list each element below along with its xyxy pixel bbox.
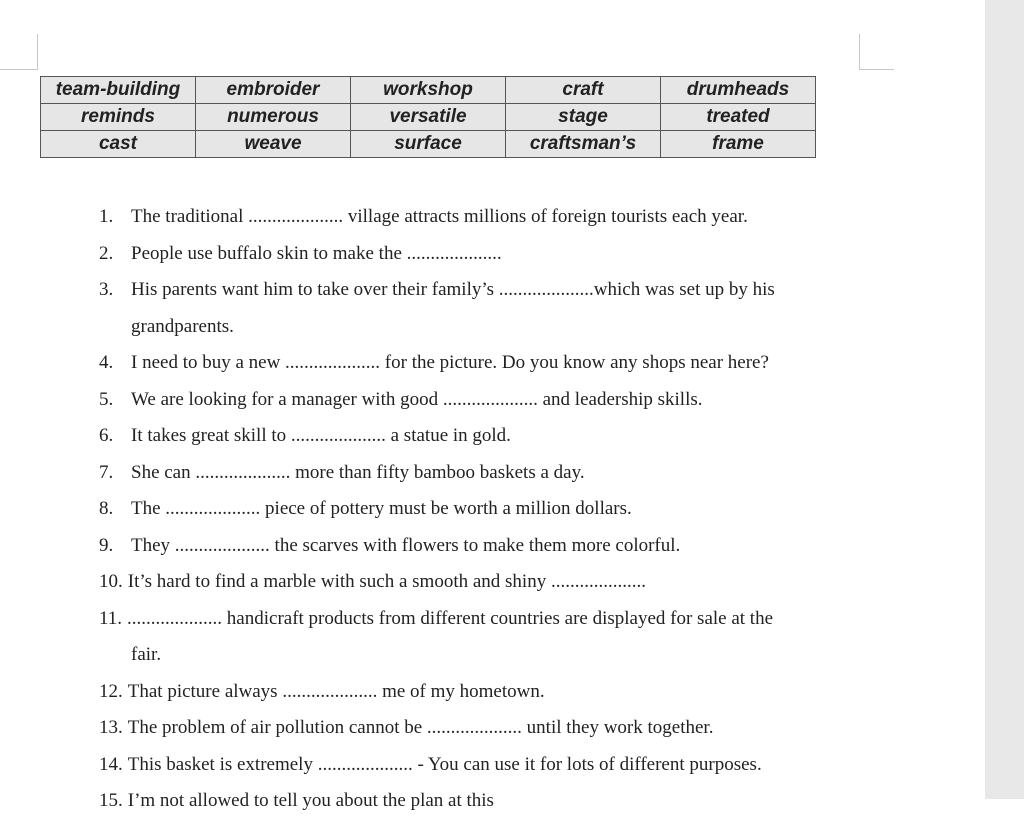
word-box-cell: team-building [41, 77, 196, 104]
question-item [0, 345, 985, 382]
question-text: I’m not allowed to tell you about the plan at this [127, 790, 494, 811]
question-number: 6. [99, 425, 114, 446]
word-box-cell: craftsman’s [506, 131, 661, 158]
question-text: The .................... piece of pottery must be worth a million dollars. [131, 498, 632, 519]
question-item [0, 199, 985, 236]
word-box-cell: surface [351, 131, 506, 158]
word-box-cell: craft [506, 77, 661, 104]
question-text: We are looking for a manager with good .................... and leadership skills. [131, 388, 703, 410]
word-box-table [40, 76, 816, 158]
word-box-cell: stage [506, 104, 661, 131]
question-item [0, 418, 985, 455]
word-box-row [41, 77, 816, 104]
word-box-cell: cast [41, 131, 196, 158]
word-box-cell: reminds [41, 104, 196, 131]
question-text: .................... handicraft products from different countries are displayed for sale at the [127, 607, 774, 629]
question-item [0, 272, 985, 309]
question-text: That picture always .................... me of my hometown. [127, 680, 545, 702]
question-text: It’s hard to find a marble with such a smooth and shiny .................... [127, 571, 646, 592]
question-text: They .................... the scarves with flowers to make them more colorful. [131, 534, 681, 556]
crop-mark-top-right-vertical [859, 34, 860, 70]
question-item [0, 747, 985, 784]
question-item [0, 564, 985, 601]
question-number: 7. [99, 461, 114, 483]
crop-mark-top-left-vertical [37, 34, 38, 70]
word-box-cell: workshop [351, 77, 506, 104]
crop-mark-top-right [859, 69, 894, 70]
question-number: 10. [99, 571, 123, 592]
question-item [0, 528, 985, 565]
question-number: 5. [99, 388, 114, 410]
question-item [0, 455, 985, 492]
question-number: 4. [99, 352, 114, 373]
question-number: 12. [99, 680, 123, 702]
word-box-row [41, 131, 816, 158]
question-item [0, 674, 985, 711]
question-item [0, 783, 985, 820]
question-number: 1. [99, 206, 114, 227]
word-box-cell: frame [661, 131, 816, 158]
word-box-cell: versatile [351, 104, 506, 131]
crop-mark-top-left [0, 69, 38, 70]
question-text: She can .................... more than fifty bamboo baskets a day. [131, 461, 585, 483]
question-number: 13. [99, 717, 123, 738]
word-box-cell: drumheads [661, 77, 816, 104]
question-number: 3. [99, 279, 114, 300]
question-text: This basket is extremely .................... - You can use it for lots of different purposes. [127, 753, 762, 775]
question-list [0, 199, 985, 820]
question-text: The traditional .................... village attracts millions of foreign tourists each year. [131, 206, 748, 227]
word-box-cell: embroider [196, 77, 351, 104]
question-text: People use buffalo skin to make the .................... [131, 242, 502, 264]
word-box-cell: treated [661, 104, 816, 131]
question-number: 8. [99, 498, 114, 519]
question-item [0, 309, 985, 346]
question-text: His parents want him to take over their family’s ....................which was set up by his [131, 279, 775, 300]
question-number: 2. [99, 242, 114, 264]
question-number: 14. [99, 753, 123, 775]
word-box-cell: numerous [196, 104, 351, 131]
question-text: It takes great skill to .................... a statue in gold. [131, 425, 511, 446]
question-item [0, 601, 985, 638]
word-box-row [41, 104, 816, 131]
question-item [0, 382, 985, 419]
vertical-scrollbar[interactable] [985, 0, 1024, 799]
question-item [0, 637, 985, 674]
question-item [0, 236, 985, 273]
question-number: 9. [99, 534, 114, 556]
question-number: 11. [99, 607, 123, 629]
question-text: I need to buy a new .................... for the picture. Do you know any shops near here? [131, 352, 769, 373]
question-item [0, 710, 985, 747]
question-number: 15. [99, 790, 123, 811]
question-text: grandparents. [131, 315, 234, 337]
question-text: fair. [131, 644, 162, 665]
word-box-cell: weave [196, 131, 351, 158]
question-text: The problem of air pollution cannot be .................... until they work together. [127, 717, 714, 738]
question-item [0, 491, 985, 528]
